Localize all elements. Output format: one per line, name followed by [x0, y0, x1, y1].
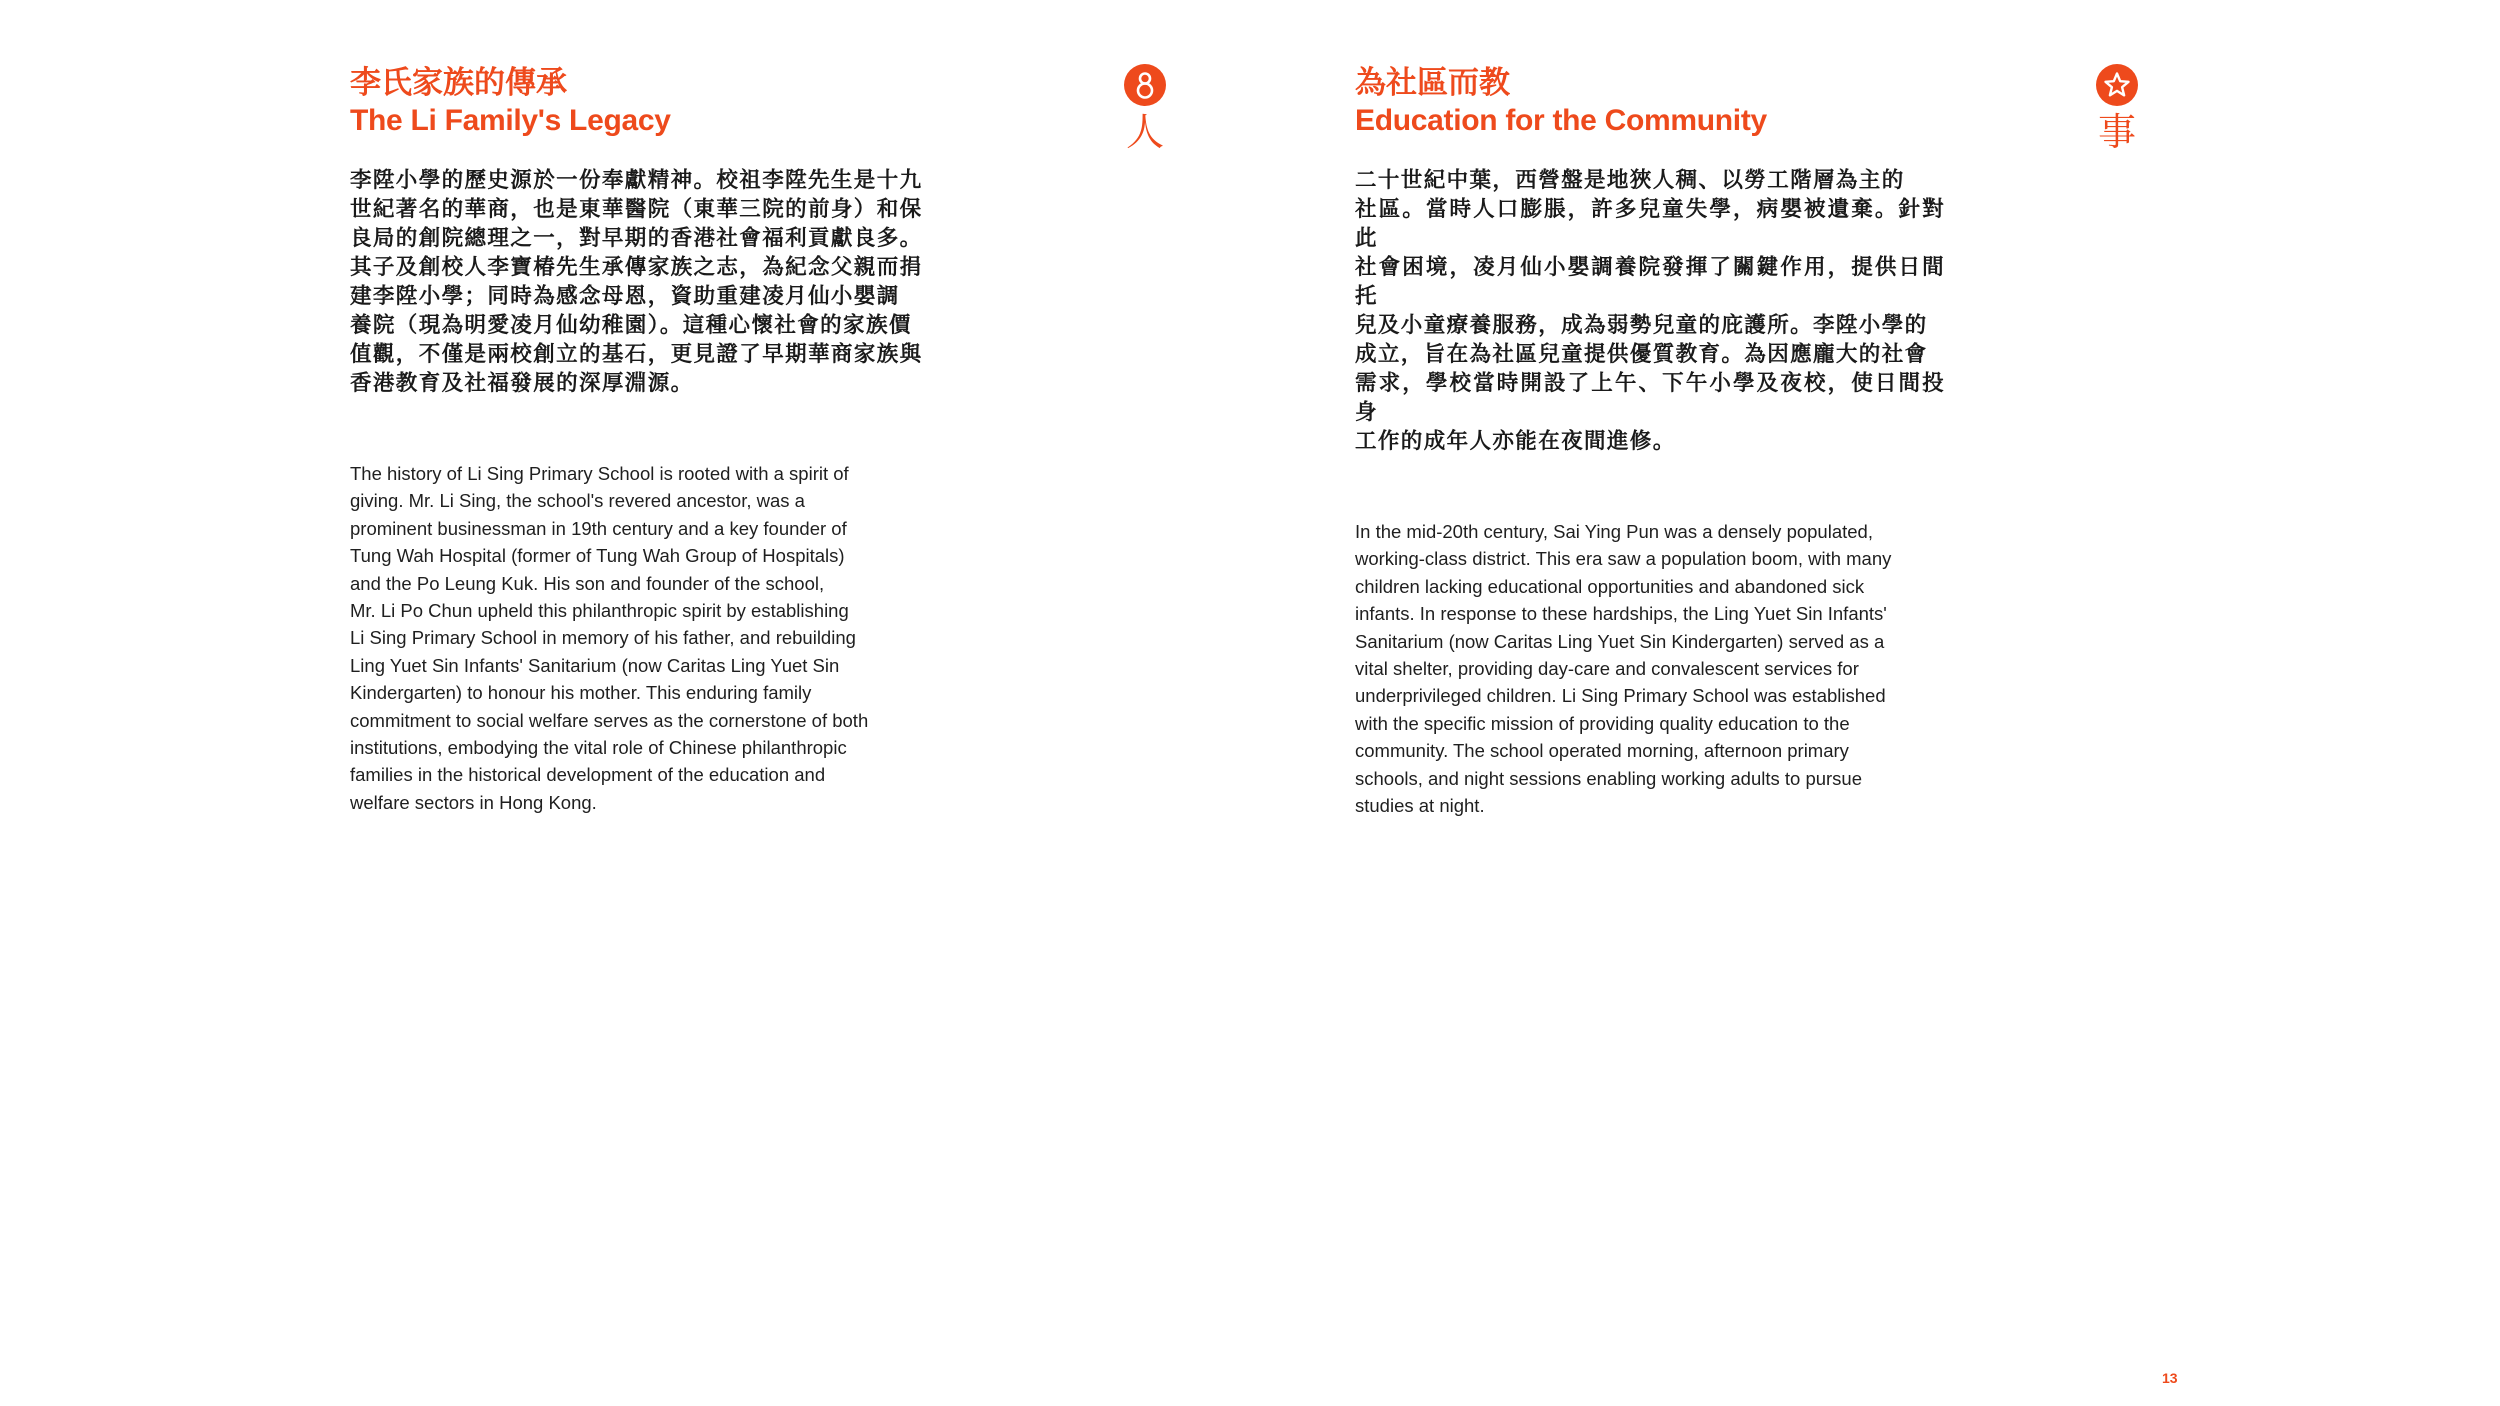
text-line: vital shelter, providing day-care and convalescent services for — [1355, 658, 1859, 680]
left-section — [350, 64, 940, 816]
text-line: working-class district. This era saw a population boom, with many — [1355, 548, 1892, 570]
text-line: children lacking educational opportunities and abandoned sick — [1355, 575, 1865, 597]
text-line: schools, and night sessions enabling working adults to pursue — [1355, 767, 1863, 789]
text-line: 養院（現為明愛凌月仙幼稚園）。這種心懷社會的家族價 — [350, 313, 912, 338]
text-line: 值觀，不僅是兩校創立的基石，更見證了早期華商家族與 — [350, 342, 923, 367]
right-marker — [2092, 64, 2142, 154]
text-line: Mr. Li Po Chun upheld this philanthropic spirit by establishing — [350, 600, 849, 622]
text-line: 需求，學校當時開設了上午、下午小學及夜校，使日間投身 — [1355, 371, 1945, 425]
text-line: 社區。當時人口膨脹，許多兒童失學，病嬰被遺棄。針對此 — [1355, 197, 1945, 251]
text-line: 世紀著名的華商，也是東華醫院（東華三院的前身）和保 — [350, 197, 923, 222]
right-title-en: Education for the Community — [1355, 104, 1767, 137]
text-line: Kindergarten) to honour his mother. This enduring family — [350, 682, 812, 704]
left-marker — [1120, 64, 1170, 154]
text-line: 社會困境，凌月仙小嬰調養院發揮了關鍵作用，提供日間托 — [1355, 255, 1945, 309]
right-body-zh — [1355, 166, 1945, 456]
text-line: families in the historical development of the education and — [350, 764, 826, 786]
left-body-en — [350, 460, 940, 816]
text-line: commitment to social welfare serves as the cornerstone of both — [350, 709, 869, 731]
text-line: prominent businessman in 19th century and a key founder of — [350, 517, 847, 539]
text-line: Ling Yuet Sin Infants' Sanitarium (now Caritas Ling Yuet Sin — [350, 654, 840, 676]
text-line: Sanitarium (now Caritas Ling Yuet Sin Kindergarten) served as a — [1355, 630, 1885, 652]
text-line: infants. In response to these hardships, the Ling Yuet Sin Infants' — [1355, 603, 1887, 625]
text-line: giving. Mr. Li Sing, the school's revered ancestor, was a — [350, 490, 805, 512]
text-line: The history of Li Sing Primary School is rooted with a spirit of — [350, 463, 849, 484]
person-icon — [1124, 64, 1166, 106]
marker-glyph: 人 — [1125, 110, 1164, 154]
text-line: Tung Wah Hospital (former of Tung Wah Group of Hospitals) — [350, 545, 845, 567]
right-body-en — [1355, 518, 1945, 819]
left-title-zh: 李氏家族的傳承 — [350, 65, 567, 101]
right-title-zh: 為社區而教 — [1355, 65, 1510, 101]
text-line: welfare sectors in Hong Kong. — [350, 791, 597, 813]
text-line: In the mid-20th century, Sai Ying Pun was a densely populated, — [1355, 521, 1873, 542]
star-icon — [2096, 64, 2138, 106]
marker-glyph: 事 — [2097, 110, 2136, 154]
left-body-zh — [350, 166, 940, 398]
page-number: 13 — [2162, 1370, 2178, 1386]
text-line: institutions, embodying the vital role of Chinese philanthropic — [350, 737, 847, 759]
text-line: 工作的成年人亦能在夜間進修。 — [1355, 429, 1676, 454]
text-line: community. The school operated morning, afternoon primary — [1355, 740, 1849, 762]
text-line: 其子及創校人李寶椿先生承傳家族之志，為紀念父親而捐 — [350, 255, 923, 280]
text-line: Li Sing Primary School in memory of his father, and rebuilding — [350, 627, 856, 649]
text-line: 建李陞小學；同時為感念母恩，資助重建凌月仙小嬰調 — [350, 284, 900, 309]
right-section — [1355, 64, 1945, 819]
text-line: underprivileged children. Li Sing Primary School was established — [1355, 685, 1886, 707]
text-line: and the Po Leung Kuk. His son and founder of the school, — [350, 572, 825, 594]
text-line: studies at night. — [1355, 795, 1485, 817]
text-line: 良局的創院總理之一，對早期的香港社會福利貢獻良多。 — [350, 226, 923, 251]
text-line: 李陞小學的歷史源於一份奉獻精神。校祖李陞先生是十九 — [350, 168, 923, 193]
text-line: 成立，旨在為社區兒童提供優質教育。為因應龐大的社會 — [1355, 342, 1928, 367]
text-line: with the specific mission of providing quality education to the — [1355, 712, 1850, 734]
text-line: 二十世紀中葉，西營盤是地狹人稠、以勞工階層為主的 — [1355, 168, 1905, 193]
left-title-en: The Li Family's Legacy — [350, 104, 671, 137]
text-line: 兒及小童療養服務，成為弱勢兒童的庇護所。李陞小學的 — [1355, 313, 1928, 338]
text-line: 香港教育及社福發展的深厚淵源。 — [350, 371, 694, 396]
